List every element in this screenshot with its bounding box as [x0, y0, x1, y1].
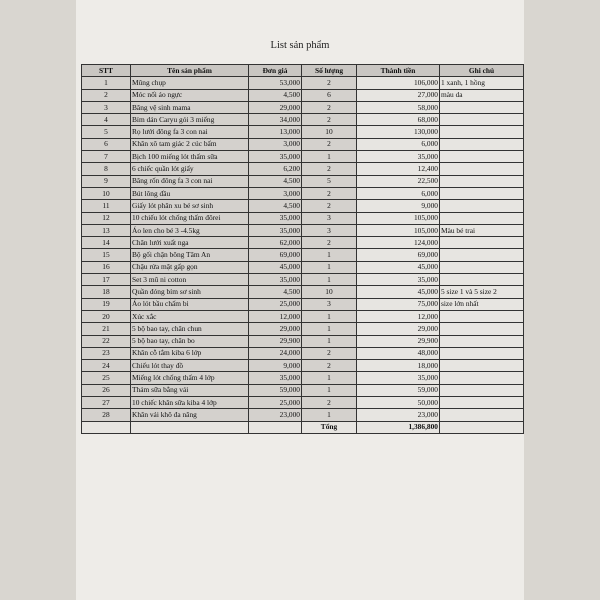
cell-product-name: Set 3 mũ ni cotton	[131, 274, 249, 286]
cell-quantity: 3	[302, 298, 357, 310]
table-row	[82, 126, 524, 138]
cell-quantity: 10	[302, 126, 357, 138]
total-empty-cell	[249, 421, 302, 433]
cell-quantity: 1	[302, 323, 357, 335]
cell-line-total: 105,000	[357, 212, 440, 224]
cell-product-name: Bịch 100 miếng lót thấm sữa	[131, 151, 249, 163]
header-stt: STT	[82, 65, 131, 77]
header-note: Ghi chú	[440, 65, 524, 77]
cell-stt: 11	[82, 200, 131, 212]
cell-note: Màu bé trai	[440, 224, 524, 236]
product-table	[81, 64, 524, 434]
cell-note	[440, 114, 524, 126]
cell-product-name: 10 chiếu lót chống thấm đôrei	[131, 212, 249, 224]
cell-unit-price: 45,000	[249, 261, 302, 273]
cell-product-name: Bỉm dán Caryu gói 3 miếng	[131, 114, 249, 126]
cell-product-name: 5 bộ bao tay, chân bo	[131, 335, 249, 347]
cell-stt: 8	[82, 163, 131, 175]
cell-product-name: Bút lông đầu	[131, 187, 249, 199]
cell-note	[440, 261, 524, 273]
table-row	[82, 101, 524, 113]
cell-stt: 21	[82, 323, 131, 335]
cell-note: màu da	[440, 89, 524, 101]
cell-line-total: 9,000	[357, 200, 440, 212]
cell-quantity: 2	[302, 200, 357, 212]
cell-product-name: 5 bộ bao tay, chân chun	[131, 323, 249, 335]
cell-line-total: 48,000	[357, 347, 440, 359]
cell-product-name: Chiếu lót thay đồ	[131, 360, 249, 372]
table-row	[82, 372, 524, 384]
cell-line-total: 105,000	[357, 224, 440, 236]
cell-unit-price: 35,000	[249, 372, 302, 384]
document-title: List sản phẩm	[270, 40, 330, 51]
total-label: Tổng	[302, 421, 357, 433]
table-row	[82, 114, 524, 126]
cell-product-name: Băng rốn đông fa 3 con nai	[131, 175, 249, 187]
cell-note	[440, 347, 524, 359]
cell-quantity: 2	[302, 360, 357, 372]
total-empty-cell	[131, 421, 249, 433]
cell-line-total: 35,000	[357, 274, 440, 286]
table-row	[82, 187, 524, 199]
table-row	[82, 397, 524, 409]
cell-stt: 13	[82, 224, 131, 236]
cell-note	[440, 360, 524, 372]
cell-note	[440, 151, 524, 163]
cell-line-total: 12,400	[357, 163, 440, 175]
cell-unit-price: 23,000	[249, 409, 302, 421]
cell-stt: 3	[82, 101, 131, 113]
cell-product-name: Móc nối áo ngực	[131, 89, 249, 101]
cell-product-name: Mũng chụp	[131, 77, 249, 89]
cell-unit-price: 35,000	[249, 212, 302, 224]
cell-unit-price: 59,000	[249, 384, 302, 396]
cell-stt: 2	[82, 89, 131, 101]
cell-quantity: 3	[302, 224, 357, 236]
cell-note	[440, 187, 524, 199]
cell-unit-price: 29,900	[249, 335, 302, 347]
cell-note	[440, 138, 524, 150]
cell-note	[440, 310, 524, 322]
cell-line-total: 27,000	[357, 89, 440, 101]
cell-note	[440, 323, 524, 335]
cell-product-name: Áo lót bầu chấm bi	[131, 298, 249, 310]
cell-note	[440, 126, 524, 138]
cell-unit-price: 13,000	[249, 126, 302, 138]
cell-note	[440, 101, 524, 113]
cell-line-total: 45,000	[357, 261, 440, 273]
cell-line-total: 35,000	[357, 151, 440, 163]
cell-unit-price: 35,000	[249, 224, 302, 236]
cell-stt: 1	[82, 77, 131, 89]
table-row	[82, 200, 524, 212]
table-row	[82, 237, 524, 249]
cell-note	[440, 397, 524, 409]
cell-line-total: 124,000	[357, 237, 440, 249]
table-row	[82, 138, 524, 150]
cell-product-name: Bộ gối chặn bông Tâm An	[131, 249, 249, 261]
cell-line-total: 75,000	[357, 298, 440, 310]
cell-unit-price: 3,000	[249, 187, 302, 199]
cell-unit-price: 35,000	[249, 151, 302, 163]
cell-unit-price: 25,000	[249, 397, 302, 409]
table-row	[82, 347, 524, 359]
table-row	[82, 335, 524, 347]
cell-product-name: 6 chiếc quần lót giấy	[131, 163, 249, 175]
cell-stt: 25	[82, 372, 131, 384]
cell-quantity: 2	[302, 163, 357, 175]
cell-unit-price: 4,500	[249, 286, 302, 298]
cell-note	[440, 175, 524, 187]
cell-unit-price: 4,500	[249, 89, 302, 101]
cell-line-total: 58,000	[357, 101, 440, 113]
cell-product-name: 10 chiếc khăn sữa kiba 4 lớp	[131, 397, 249, 409]
cell-quantity: 1	[302, 151, 357, 163]
cell-note: size lớn nhất	[440, 298, 524, 310]
cell-stt: 14	[82, 237, 131, 249]
table-row	[82, 323, 524, 335]
cell-note	[440, 163, 524, 175]
cell-product-name: Áo len cho bé 3 -4.5kg	[131, 224, 249, 236]
cell-quantity: 3	[302, 212, 357, 224]
cell-stt: 28	[82, 409, 131, 421]
cell-note	[440, 409, 524, 421]
cell-unit-price: 29,000	[249, 323, 302, 335]
cell-stt: 5	[82, 126, 131, 138]
cell-quantity: 10	[302, 286, 357, 298]
cell-line-total: 6,000	[357, 138, 440, 150]
cell-note	[440, 212, 524, 224]
cell-note	[440, 200, 524, 212]
cell-quantity: 6	[302, 89, 357, 101]
cell-line-total: 106,000	[357, 77, 440, 89]
table-row	[82, 409, 524, 421]
cell-unit-price: 29,000	[249, 101, 302, 113]
table-row	[82, 274, 524, 286]
header-qty: Số lượng	[302, 65, 357, 77]
cell-unit-price: 34,000	[249, 114, 302, 126]
cell-product-name: Băng vệ sinh mama	[131, 101, 249, 113]
cell-quantity: 2	[302, 237, 357, 249]
cell-quantity: 2	[302, 187, 357, 199]
cell-quantity: 5	[302, 175, 357, 187]
cell-stt: 7	[82, 151, 131, 163]
cell-note: 1 xanh, 1 hồng	[440, 77, 524, 89]
cell-stt: 27	[82, 397, 131, 409]
table-row	[82, 286, 524, 298]
cell-quantity: 1	[302, 372, 357, 384]
table-row	[82, 212, 524, 224]
total-empty-cell	[82, 421, 131, 433]
table-row	[82, 77, 524, 89]
cell-stt: 9	[82, 175, 131, 187]
table-row	[82, 89, 524, 101]
table-row	[82, 261, 524, 273]
cell-unit-price: 4,500	[249, 200, 302, 212]
cell-line-total: 12,000	[357, 310, 440, 322]
paper-sheet	[76, 0, 524, 600]
cell-line-total: 6,000	[357, 187, 440, 199]
cell-line-total: 59,000	[357, 384, 440, 396]
cell-quantity: 2	[302, 114, 357, 126]
cell-unit-price: 25,000	[249, 298, 302, 310]
cell-unit-price: 69,000	[249, 249, 302, 261]
cell-stt: 22	[82, 335, 131, 347]
cell-quantity: 1	[302, 274, 357, 286]
cell-stt: 4	[82, 114, 131, 126]
cell-note: 5 size 1 và 5 size 2	[440, 286, 524, 298]
cell-quantity: 1	[302, 249, 357, 261]
cell-line-total: 45,000	[357, 286, 440, 298]
cell-stt: 23	[82, 347, 131, 359]
cell-line-total: 29,000	[357, 323, 440, 335]
cell-product-name: Giấy lót phân xu bé sơ sinh	[131, 200, 249, 212]
cell-note	[440, 237, 524, 249]
cell-stt: 20	[82, 310, 131, 322]
cell-line-total: 68,000	[357, 114, 440, 126]
table-row	[82, 249, 524, 261]
cell-quantity: 1	[302, 409, 357, 421]
cell-quantity: 2	[302, 347, 357, 359]
table-row	[82, 163, 524, 175]
cell-stt: 16	[82, 261, 131, 273]
cell-unit-price: 9,000	[249, 360, 302, 372]
cell-line-total: 50,000	[357, 397, 440, 409]
cell-unit-price: 53,000	[249, 77, 302, 89]
table-row	[82, 310, 524, 322]
cell-product-name: Miếng lót chống thấm 4 lớp	[131, 372, 249, 384]
cell-note	[440, 372, 524, 384]
cell-note	[440, 335, 524, 347]
cell-line-total: 22,500	[357, 175, 440, 187]
cell-quantity: 2	[302, 397, 357, 409]
cell-stt: 19	[82, 298, 131, 310]
cell-quantity: 1	[302, 261, 357, 273]
cell-stt: 6	[82, 138, 131, 150]
cell-line-total: 69,000	[357, 249, 440, 261]
cell-product-name: Chậu rửa mặt gấp gọn	[131, 261, 249, 273]
cell-stt: 10	[82, 187, 131, 199]
cell-quantity: 2	[302, 138, 357, 150]
cell-unit-price: 4,500	[249, 175, 302, 187]
cell-stt: 18	[82, 286, 131, 298]
cell-note	[440, 384, 524, 396]
cell-stt: 15	[82, 249, 131, 261]
cell-product-name: Khăn vải khô đa năng	[131, 409, 249, 421]
cell-unit-price: 3,000	[249, 138, 302, 150]
table-row	[82, 224, 524, 236]
cell-stt: 24	[82, 360, 131, 372]
table-row	[82, 298, 524, 310]
header-price: Đơn giá	[249, 65, 302, 77]
cell-product-name: Thảm sữa bằng vải	[131, 384, 249, 396]
cell-product-name: Khăn cỗ tắm kiba 6 lớp	[131, 347, 249, 359]
cell-line-total: 29,900	[357, 335, 440, 347]
cell-unit-price: 6,200	[249, 163, 302, 175]
header-name: Tên sản phẩm	[131, 65, 249, 77]
cell-quantity: 1	[302, 335, 357, 347]
cell-line-total: 23,000	[357, 409, 440, 421]
table-row	[82, 151, 524, 163]
cell-unit-price: 62,000	[249, 237, 302, 249]
cell-line-total: 130,000	[357, 126, 440, 138]
cell-line-total: 18,000	[357, 360, 440, 372]
table-row	[82, 175, 524, 187]
cell-unit-price: 24,000	[249, 347, 302, 359]
cell-quantity: 2	[302, 77, 357, 89]
cell-product-name: Chăn lưới xuất nga	[131, 237, 249, 249]
cell-note	[440, 274, 524, 286]
cell-quantity: 1	[302, 384, 357, 396]
cell-stt: 26	[82, 384, 131, 396]
cell-product-name: Xúc xắc	[131, 310, 249, 322]
cell-line-total: 35,000	[357, 372, 440, 384]
cell-unit-price: 35,000	[249, 274, 302, 286]
cell-note	[440, 249, 524, 261]
table-row	[82, 384, 524, 396]
cell-quantity: 2	[302, 101, 357, 113]
cell-stt: 12	[82, 212, 131, 224]
cell-product-name: Rọ lưới đông fa 3 con nai	[131, 126, 249, 138]
total-row	[82, 421, 524, 433]
cell-quantity: 1	[302, 310, 357, 322]
header-total: Thành tiền	[357, 65, 440, 77]
total-empty-cell	[440, 421, 524, 433]
cell-unit-price: 12,000	[249, 310, 302, 322]
cell-product-name: Khăn xô tam giác 2 cúc bấm	[131, 138, 249, 150]
table-header-row	[82, 65, 524, 77]
cell-product-name: Quần đóng bỉm sơ sinh	[131, 286, 249, 298]
table-row	[82, 360, 524, 372]
grand-total: 1,386,800	[357, 421, 440, 433]
cell-stt: 17	[82, 274, 131, 286]
